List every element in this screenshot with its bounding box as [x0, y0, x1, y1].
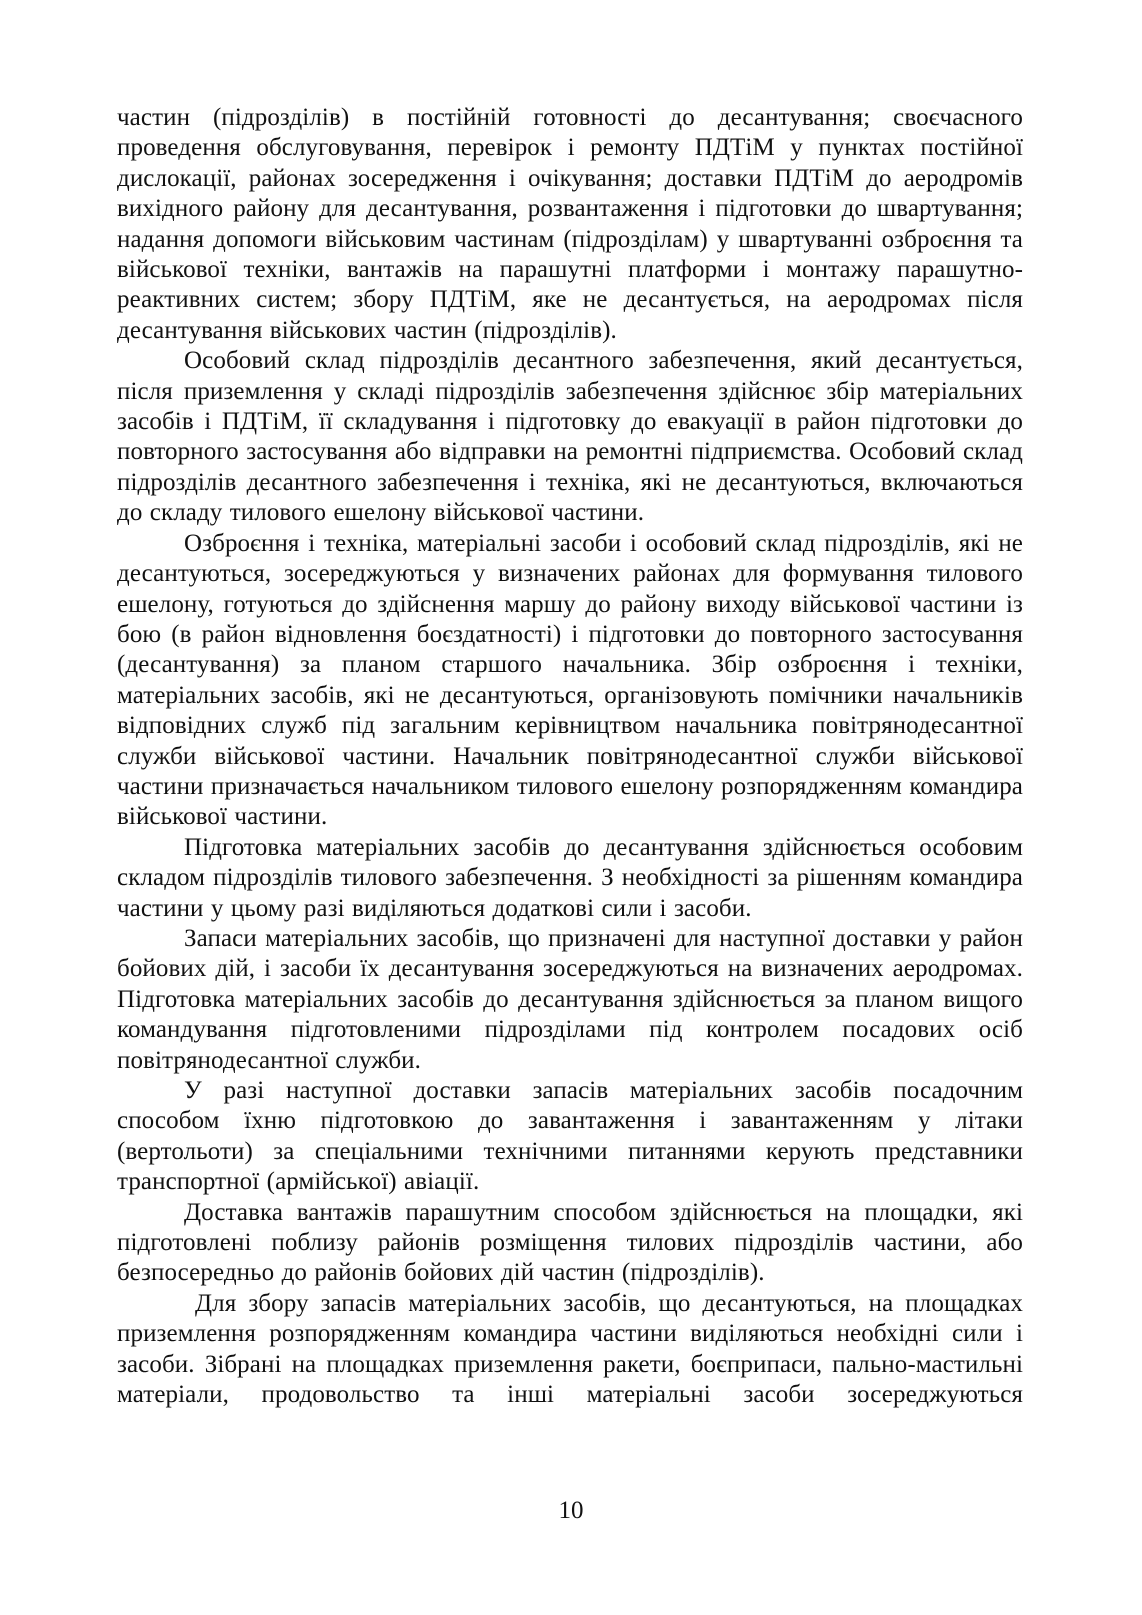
paragraph: Особовий склад підрозділів десантного забезпечення, який десантується, після приземлення у складі підрозділів забезпечення здійснює збір матеріальних засобів і ПДТіМ, її складування і підготовку до евакуації в район підготовки до повторного застосування або відправки на ремонтні підприємства. Особовий склад підрозділів десантного забезпечення і техніка, які не десантуються, включаються до складу тилового ешелону військової частини.	[117, 347, 1023, 527]
paragraph: Доставка вантажів парашутним способом здійснюється на площадки, які підготовлені поблизу районів розміщення тилових підрозділів частини, або безпосередньо до районів бойових дій частин (підрозділів).	[117, 1198, 1023, 1287]
paragraph: Озброєння і техніка, матеріальні засоби і особовий склад підрозділів, які не десантуються, зосереджуються у визначених районах для формування тилового ешелону, готуються до здійснення маршу до району виходу військової частини із бою (в район відновлення боєздатності) і підготовки до повторного застосування (десантування) за планом старшого начальника. Збір озброєння і техніки, матеріальних засобів, які не десантуються, організовують помічники начальників відповідних служб під загальним керівництвом начальника повітрянодесантної служби військової частини. Начальник повітрянодесантної служби військової частини призначається начальником тилового ешелону розпорядженням командира військової частини.	[117, 529, 1023, 831]
paragraph: У разі наступної доставки запасів матеріальних засобів посадочним способом їхню підготовкою до завантаження і завантаженням у літаки (вертольоти) за спеціальними технічними питаннями керують представники транспортної (армійської) авіації.	[117, 1077, 1023, 1196]
paragraph: Підготовка матеріальних засобів до десантування здійснюється особовим складом підрозділів тилового забезпечення. З необхідності за рішенням командира частини у цьому разі виділяються додаткові сили і засоби.	[117, 833, 1023, 922]
paragraph: Для збору запасів матеріальних засобів, що десантуються, на площадках приземлення розпорядженням командира частини виділяються необхідні сили і засоби. Зібрані на площадках приземлення ракети, боєприпаси, пально-мастильні матеріали, продовольство та інші матеріальні засоби зосереджуються	[117, 1289, 1023, 1409]
page-number: 10	[558, 1497, 584, 1524]
page-text-block	[117, 103, 1023, 1410]
paragraph: частин (підрозділів) в постійній готовності до десантування; своєчасного проведення обслуговування, перевірок і ремонту ПДТіМ у пунктах постійної дислокації, районах зосередження і очікування; доставки ПДТіМ до аеродромів вихідного району для десантування, розвантаження і підготовки до швартування; надання допомоги військовим частинам (підрозділам) у швартуванні озброєння та військової техніки, вантажів на парашутні платформи і монтажу парашутно-реактивних систем; збору ПДТіМ, яке не десантується, на аеродромах після десантування військових частин (підрозділів).	[117, 104, 1023, 344]
paragraph: Запаси матеріальних засобів, що призначені для наступної доставки у район бойових дій, і засоби їх десантування зосереджуються на визначених аеродромах. Підготовка матеріальних засобів до десантування здійснюється за планом вищого командування підготовленими підрозділами під контролем посадових осіб повітрянодесантної служби.	[117, 924, 1023, 1074]
